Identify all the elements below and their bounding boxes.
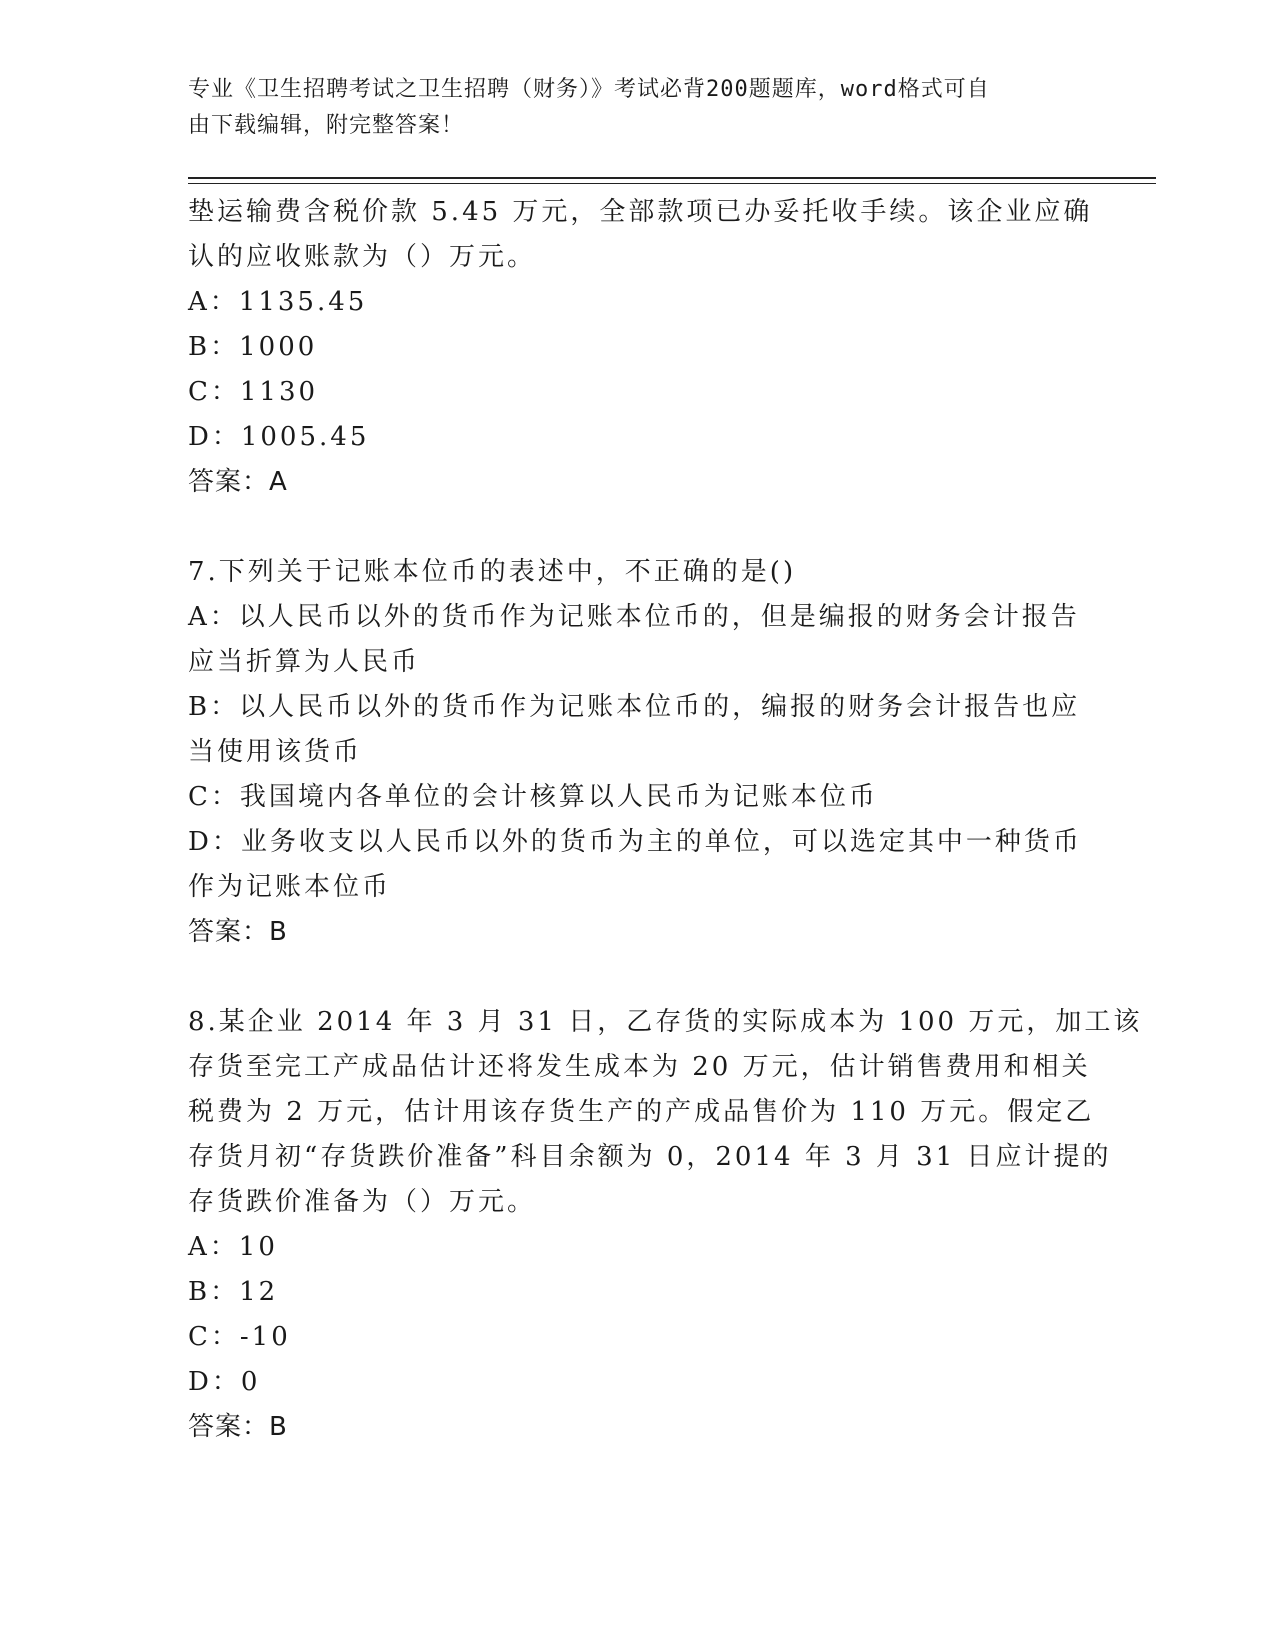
question-7: [188, 550, 1082, 955]
header-rule-thick: [188, 177, 1156, 179]
question-8: [188, 1000, 1143, 1450]
header-line-1: 专业《卫生招聘考试之卫生招聘（财务）》考试必背200题题库，word格式可自: [188, 77, 990, 102]
question-7-option-d-line-1: D：业务收支以人民币以外的货币为主的单位，可以选定其中一种货币: [188, 827, 1082, 857]
question-8-stem-line-1: 8.某企业 2014 年 3 月 31 日，乙存货的实际成本为 100 万元，加工该: [188, 1007, 1143, 1037]
question-7-option-a-line-2: 应当折算为人民币: [188, 647, 421, 677]
question-7-option-d-line-2: 作为记账本位币: [188, 872, 392, 902]
question-8-option-b: B：12: [188, 1277, 279, 1307]
question-7-answer: 答案：B: [188, 917, 288, 947]
question-8-stem-line-4: 存货月初“存货跌价准备”科目余额为 0，2014 年 3 月 31 日应计提的: [188, 1142, 1112, 1172]
question-7-option-c: C：我国境内各单位的会计核算以人民币为记账本位币: [188, 782, 878, 812]
question-content: [188, 190, 1143, 1450]
question-8-stem-line-2: 存货至完工产成品估计还将发生成本为 20 万元，估计销售费用和相关: [188, 1052, 1091, 1082]
question-6-stem-line-2: 认的应收账款为（）万元。: [188, 242, 537, 272]
question-7-option-b-line-2: 当使用该货币: [188, 737, 363, 767]
question-8-answer: 答案：B: [188, 1412, 288, 1442]
question-6-option-d: D：1005.45: [188, 422, 370, 452]
question-6: [188, 190, 1093, 505]
question-7-option-b-line-1: B：以人民币以外的货币作为记账本位币的，编报的财务会计报告也应: [188, 692, 1081, 722]
question-6-stem-line-1: 垫运输费含税价款 5.45 万元，全部款项已办妥托收手续。该企业应确: [188, 197, 1093, 227]
question-8-option-a: A：10: [188, 1232, 278, 1262]
question-8-stem-line-5: 存货跌价准备为（）万元。: [188, 1187, 537, 1217]
question-8-option-d: D：0: [188, 1367, 261, 1397]
question-spacer: [188, 955, 1078, 1000]
question-7-stem: 7.下列关于记账本位币的表述中，不正确的是(): [188, 557, 797, 587]
header-line-2: 由下载编辑，附完整答案！: [188, 113, 465, 138]
question-6-option-b: B：1000: [188, 332, 318, 362]
header-rule-thin: [188, 183, 1156, 184]
question-spacer: [188, 505, 1078, 550]
question-8-stem-line-3: 税费为 2 万元，估计用该存货生产的产成品售价为 110 万元。假定乙: [188, 1097, 1095, 1127]
question-6-option-c: C：1130: [188, 377, 319, 407]
question-6-option-a: A：1135.45: [188, 287, 368, 317]
document-header: [188, 72, 1068, 144]
question-8-option-c: C：-10: [188, 1322, 291, 1352]
question-7-option-a-line-1: A：以人民币以外的货币作为记账本位币的，但是编报的财务会计报告: [188, 602, 1080, 632]
question-6-answer: 答案：A: [188, 467, 288, 497]
